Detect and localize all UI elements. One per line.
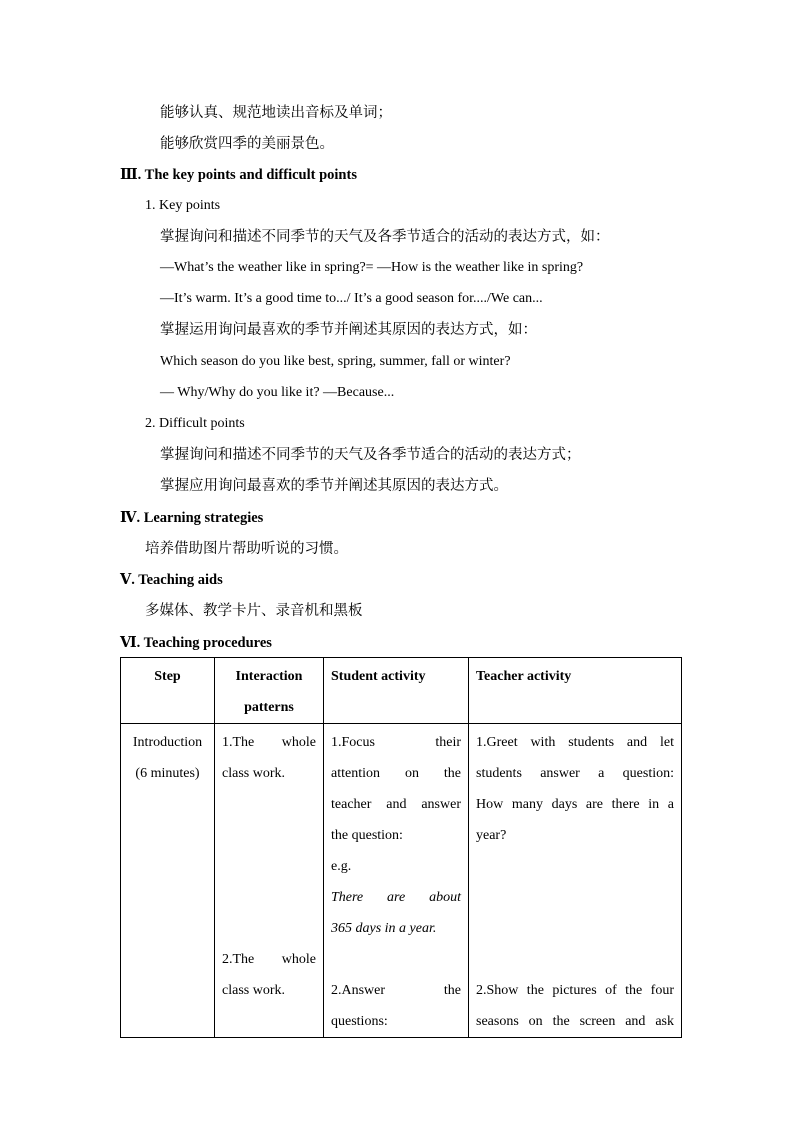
student-line: 2.Answer the: [331, 983, 461, 998]
learning-strategies-text: 培养借助图片帮助听说的习惯。: [145, 541, 348, 557]
header-step-label: Step: [154, 669, 181, 684]
section-6-heading: Ⅵ. Teaching procedures: [120, 635, 272, 651]
difficult-point-line: 掌握询问和描述不同季节的天气及各季节适合的活动的表达方式；: [160, 447, 581, 463]
section-3-heading: Ⅲ. The key points and difficult points: [120, 167, 357, 183]
student-line: questions:: [331, 1014, 388, 1029]
key-point-line: Which season do you like best, spring, summer, fall or winter?: [160, 354, 511, 369]
header-interaction-line-1: Interaction: [235, 669, 303, 684]
student-line: e.g.: [331, 859, 352, 874]
header-student-label: Student activity: [331, 669, 426, 684]
interaction-cell: [215, 724, 324, 1038]
header-student: [324, 658, 469, 724]
teacher-line: year?: [476, 828, 507, 843]
key-point-line: —What’s the weather like in spring?= —How is the weather like in spring?: [160, 260, 584, 275]
student-line: the question:: [331, 828, 403, 843]
difficult-point-line: 掌握应用询问最喜欢的季节并阐述其原因的表达方式。: [160, 478, 508, 494]
key-points-label: 1. Key points: [145, 198, 221, 213]
student-line: 1.Focus their: [331, 735, 461, 750]
header-interaction: [215, 658, 324, 724]
step-name: Introduction: [132, 735, 203, 750]
teacher-line: How many days are there in a: [476, 797, 674, 812]
section-5-heading: Ⅴ. Teaching aids: [120, 572, 223, 588]
teaching-procedures-table: [120, 657, 682, 1038]
teacher-line: students answer a question:: [476, 766, 674, 781]
header-teacher-label: Teacher activity: [476, 669, 572, 684]
key-point-line: 掌握询问和描述不同季节的天气及各季节适合的活动的表达方式，如：: [160, 229, 610, 245]
header-interaction-line-2: patterns: [244, 700, 294, 715]
student-line: attention on the: [331, 766, 461, 781]
table-row: [121, 724, 682, 1038]
key-point-line: 掌握运用询问最喜欢的季节并阐述其原因的表达方式，如：: [160, 322, 537, 338]
student-activity-cell: [324, 724, 469, 1038]
table-header-row: [121, 658, 682, 724]
teacher-line: 2.Show the pictures of the four: [476, 983, 674, 998]
key-point-line: — Why/Why do you like it? —Because...: [160, 385, 395, 400]
interaction-line: class work.: [222, 766, 285, 781]
objective-line-1: 能够认真、规范地读出音标及单词；: [160, 105, 392, 121]
interaction-line: class work.: [222, 983, 285, 998]
student-line: teacher and answer: [331, 797, 461, 812]
teacher-activity-cell: [469, 724, 682, 1038]
teaching-aids-text: 多媒体、教学卡片、录音机和黑板: [145, 603, 363, 619]
difficult-points-label: 2. Difficult points: [145, 416, 245, 431]
step-duration: (6 minutes): [135, 766, 200, 781]
key-point-line: —It’s warm. It’s a good time to.../ It’s a good season for..../We can...: [160, 291, 543, 306]
step-cell: [121, 724, 215, 1038]
objective-line-2: 能够欣赏四季的美丽景色。: [160, 136, 334, 152]
student-line: There are about: [331, 890, 461, 905]
student-line: 365 days in a year.: [331, 921, 437, 936]
interaction-line: 1.The whole: [222, 735, 316, 750]
header-teacher: [469, 658, 682, 724]
teacher-line: seasons on the screen and ask: [476, 1014, 674, 1029]
section-4-heading: Ⅳ. Learning strategies: [120, 510, 264, 526]
header-step: [121, 658, 215, 724]
teacher-line: 1.Greet with students and let: [476, 735, 674, 750]
interaction-line: 2.The whole: [222, 952, 316, 967]
